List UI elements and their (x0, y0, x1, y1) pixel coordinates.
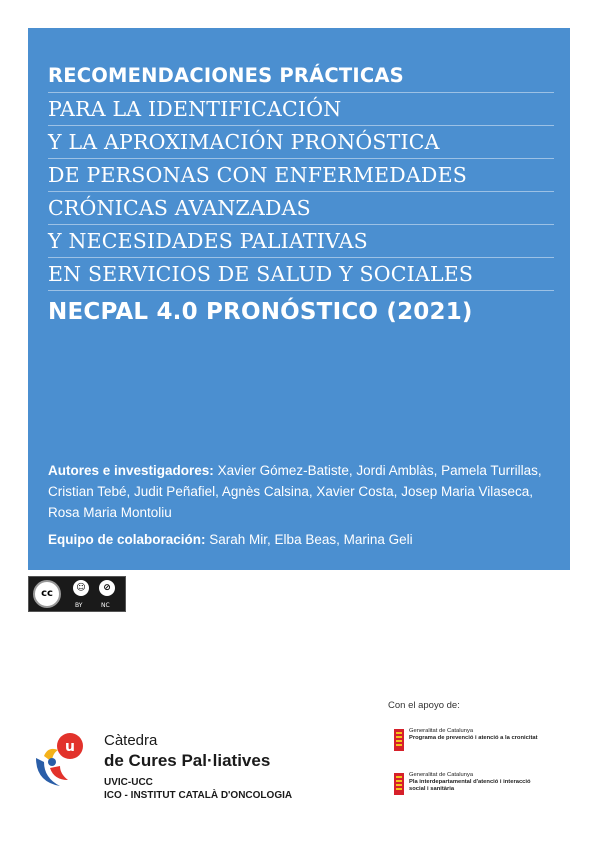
cc-by-label: BY (75, 602, 83, 609)
cc-icon: cc (33, 580, 61, 608)
catalan-flag-icon (394, 729, 404, 751)
gencat-org-2: Generalitat de Catalunya (409, 772, 474, 778)
svg-text:u: u (65, 739, 75, 755)
title-line-3: Y LA APROXIMACIÓN PRONÓSTICA (48, 126, 554, 159)
title-line-2: PARA LA IDENTIFICACIÓN (48, 93, 554, 126)
title-line-4: DE PERSONAS CON ENFERMEDADES (48, 159, 554, 192)
institution-uvic: UVIC-UCC (104, 777, 153, 788)
title-line-7: EN SERVICIOS DE SALUD Y SOCIALES (48, 258, 554, 291)
title-line-6: Y NECESIDADES PALIATIVAS (48, 225, 554, 258)
gencat-org-1: Generalitat de Catalunya (409, 728, 474, 734)
attribution-icon: ☺ (73, 580, 89, 596)
authors-paragraph (48, 460, 554, 523)
creative-commons-badge[interactable] (28, 576, 126, 612)
institution-ico: ICO - INSTITUT CATALÀ D'ONCOLOGIA (104, 790, 293, 801)
collaboration-label: Equipo de colaboración: (48, 532, 206, 547)
title-necpal: NECPAL 4.0 PRONÓSTICO (2021) (48, 299, 473, 325)
cc-nc-label: NC (101, 602, 110, 609)
institution-name: de Cures Pal·liatives (104, 751, 271, 770)
title-line-5: CRÓNICAS AVANZADAS (48, 192, 554, 225)
collaboration-list: Sarah Mir, Elba Beas, Marina Geli (209, 532, 413, 547)
support-label: Con el apoyo de: (388, 700, 460, 711)
authors-list: Xavier Gómez-Batiste, Jordi Amblàs, Pamela Turrillas, Cristian Tebé, Judit Peñafiel, Agnès Calsina, Xavier Costa, Josep Maria Vilaseca, Rosa Maria Montoliu (48, 463, 542, 520)
institution-block (104, 732, 292, 802)
gencat-program-1: Programa de prevenció i atenció a la cronicitat (409, 735, 538, 741)
authors-label: Autores e investigadores: (48, 463, 214, 478)
institution-catedra: Càtedra (104, 732, 158, 749)
catalan-flag-icon (394, 773, 404, 795)
noncommercial-icon: ⊘ (99, 580, 115, 596)
collaboration-paragraph (48, 529, 554, 550)
cover-panel (28, 28, 570, 570)
title-line-1: RECOMENDACIONES PRÁCTICAS (48, 60, 554, 93)
document-title (48, 60, 554, 331)
credits (48, 460, 554, 550)
gencat-program-2: Pla interdepartamental d'atenció i interacció social i sanitària (409, 779, 531, 792)
catedra-logo-icon (30, 728, 92, 790)
